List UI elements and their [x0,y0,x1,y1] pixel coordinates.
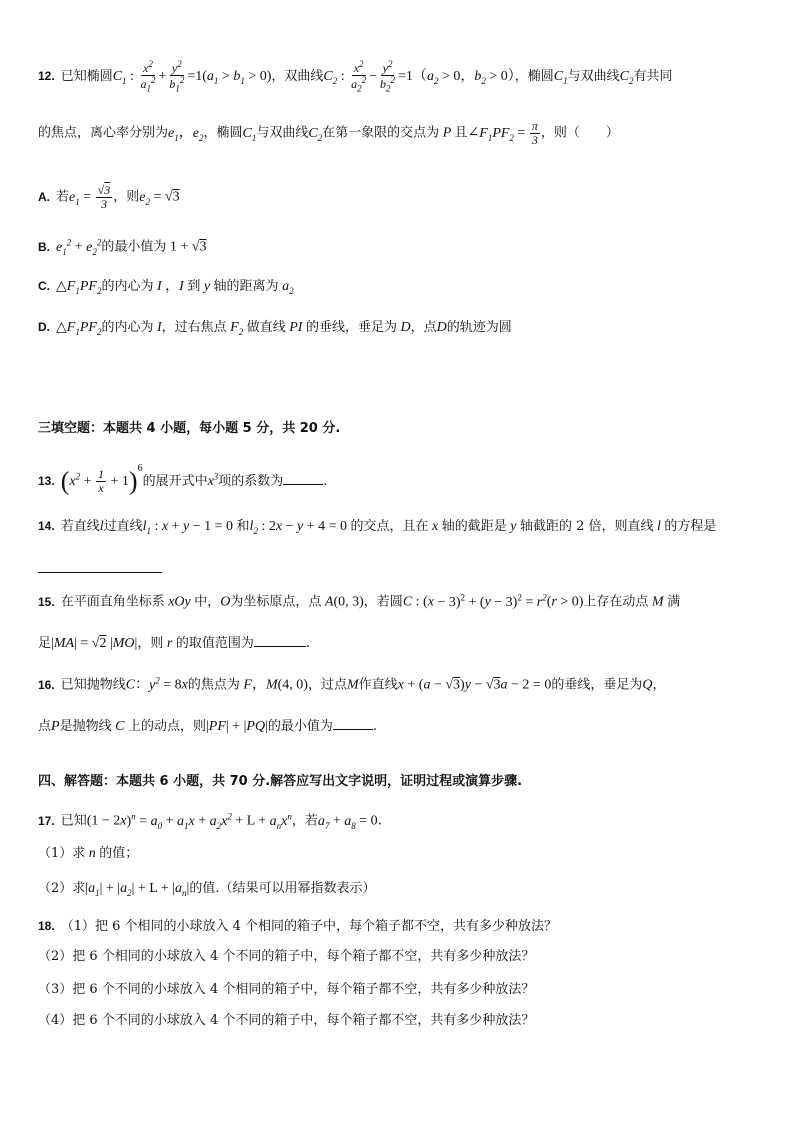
q12-line2: 的焦点，离心率分别为$e_1$，$e_2$，椭圆$C_1$与双曲线$C_2$在第一象限的交点为 P 且$\angle F_1PF_2$ = $\frac{\pi}{3}$ ，则（ ） [38,119,619,147]
answer-blank[interactable] [333,717,373,730]
q18-part3: （3）把 6 个不同的小球放入 4 个相同的箱子中，每个箱子都不空，共有多少种放法？ [38,982,535,997]
option-d: D. $\triangle F_1PF_2$的内心为 I，过右焦点 $F_2$ 做直线 PI 的垂线，垂足为 D，点D的轨迹为圆 [38,320,512,337]
fraction: $\frac{x^2}{a_1^2}$ [140,59,156,93]
question-number: 12. [38,69,55,84]
option-c: C. $\triangle F_1PF_2$的内心为 I ，I 到 y 轴的距离为 $a_2$ [38,279,294,296]
q15: 15. 在平面直角坐标系 xOy 中，O为坐标原点，点 A(0, 3)，若圆C : $(x - 3)^2 + (y - 3)^2 = r^2(r > 0)$上存在动点 M 满 [38,592,681,610]
q13: 13. ($x^2$ + $\frac{1}{x}$ + 1)$^6$的展开式中$x^3$项的系数为 . [38,463,328,496]
q17-part1: （1）求 n 的值； [38,846,139,861]
section-heading: 四、解答题：本题共 6 小题，共 70 分.解答应写出文字说明，证明过程或演算步骤. [38,774,523,789]
q16: 16. 已知抛物线C：$y^2 = 8x$的焦点为 F，M(4, 0)，过点M作直线x + (a − √3)y − √3a − 2 = 0的垂线，垂足为Q， [38,675,666,693]
q18-part2: （2）把 6 个相同的小球放入 4 个不同的箱子中，每个箱子都不空，共有多少种放法？ [38,949,535,964]
math: $C_1$ [112,69,127,86]
answer-blank[interactable] [283,472,323,485]
q16-line2: 点P是抛物线 C 上的动点，则|PF| + |PQ|的最小值为 . [38,719,378,734]
section-heading: 三填空题：本题共 4 小题，每小题 5 分，共 20 分. [38,421,341,436]
q18-part4: （4）把 6 个不同的小球放入 4 个不同的箱子中，每个箱子都不空，共有多少种放法？ [38,1013,535,1028]
q18-part1: 18. （1）把 6 个相同的小球放入 4 个相同的箱子中，每个箱子都不空，共有多少种放法？ [38,919,558,934]
q14: 14. 若直线l过直线$l_1$ : x + y − 1 = 0 和$l_2$ : 2x − y + 4 = 0 的交点，且在 x 轴的截距是 y 轴截距的 2 倍，则直线 l 的方程是 [38,519,717,536]
answer-blank[interactable] [38,560,162,573]
q15-line2: 足|MA| = √2 |MO|，则 r 的取值范围为 . [38,636,310,651]
answer-blank[interactable] [254,634,306,647]
option-b: B. $e_1^2 + e_2^2$的最小值为 1 + √3 [38,237,207,257]
q17-part2: （2）求$|a_1| + |a_2| + L + |a_n|$的值.（结果可以用幂指数表示） [38,881,376,898]
option-a: A. 若$e_1$ = $\frac{√3}{3}$ ，则$e_2 = √3$ [38,183,180,211]
q14-answer-line [38,560,162,576]
q17: 17. 已知$(1 - 2x)^n = a_0 + a_1x + a_2x^2 + L + a_nx^n$，若$a_7 + a_8 = 0$. [38,811,382,831]
q12-line1: 12. 已知椭圆$C_1$ : $\frac{x^2}{a_1^2}$ + $\frac{y^2}{b_1^2}$ $=1(a_1 > b_1 > 0)$，双曲线$C_2$ : $\frac{x^2}{a_2^2}$ − $\frac{y^2}{b_2^2}$ $=1(a_2 > 0$，$b_2 > 0$），椭圆$C_1$与双曲线$C_2$有共同 [38,59,673,93]
